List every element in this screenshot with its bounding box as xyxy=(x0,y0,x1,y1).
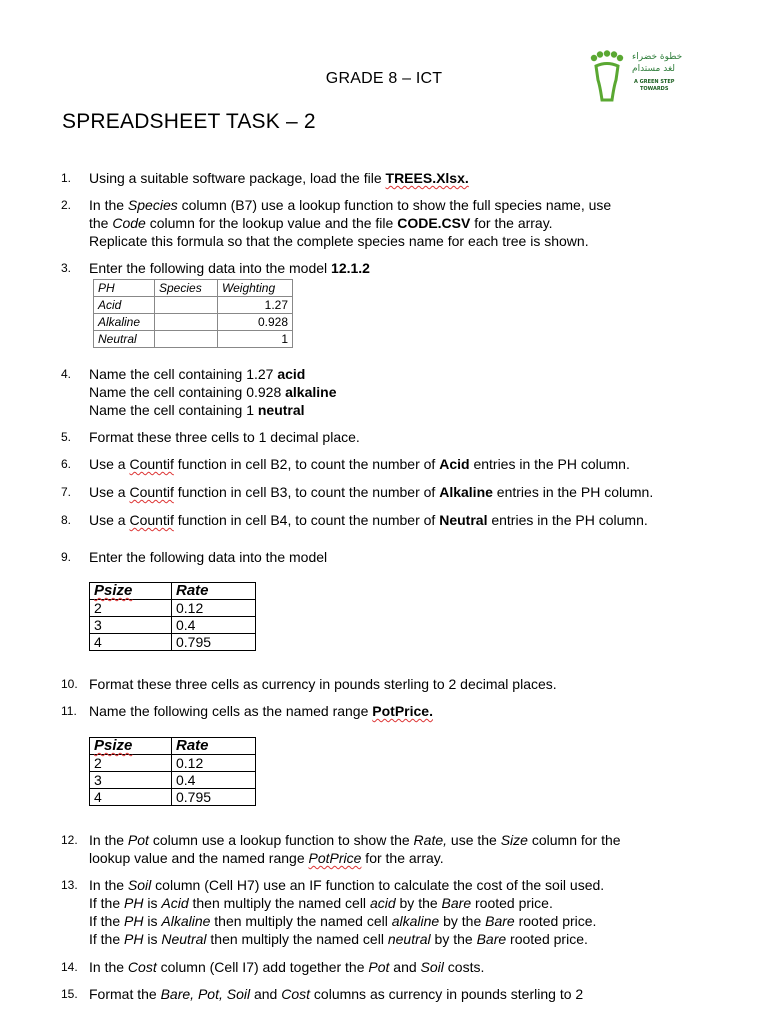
task-item-13: 13. In the Soil column (Cell H7) use an IF function to calculate the cost of the soil used. If the PH is Acid then multiply the named cell acid by the Bare rooted price. If the PH is Alkaline then multiply the named cell alkaline by the Bare rooted price. If the PH is Neutral then multiply the named cell neutral by the Bare rooted price. xyxy=(61,877,605,947)
task-item-14: 14. In the Cost column (Cell I7) add together the Pot and Soil costs. xyxy=(61,959,485,975)
task-item-9: 9. Enter the following data into the model xyxy=(61,549,328,565)
table-row: Neutral 1 xyxy=(94,331,293,348)
table-row: Acid 1.27 xyxy=(94,297,293,314)
logo-arabic-line2: لغد مستدام xyxy=(632,64,676,74)
logo-arabic-line1: خطوة خضراء xyxy=(632,52,683,62)
task-item-8: 8. Use a Countif function in cell B4, to count the number of Neutral entries in the PH column. xyxy=(61,512,648,528)
table-row: 3 0.4 xyxy=(90,617,256,634)
table-row: 3 0.4 xyxy=(90,772,256,789)
task-item-11: 11. Name the following cells as the named range PotPrice. xyxy=(61,703,433,719)
table-row: 2 0.12 xyxy=(90,755,256,772)
psize-rate-table-1 xyxy=(89,582,256,651)
table-row: Psize Rate xyxy=(90,738,256,755)
ph-table xyxy=(93,279,293,348)
task-item-10: 10. Format these three cells as currency in pounds sterling to 2 decimal places. xyxy=(61,676,557,692)
table-row: Psize Rate xyxy=(90,583,256,600)
table-row: 4 0.795 xyxy=(90,789,256,806)
task-item-1: 1. Using a suitable software package, load the file TREES.Xlsx. xyxy=(61,170,469,186)
document-title: SPREADSHEET TASK – 2 xyxy=(62,110,316,133)
psize-rate-table-2 xyxy=(89,737,256,806)
task-item-6: 6. Use a Countif function in cell B2, to count the number of Acid entries in the PH column. xyxy=(61,456,630,472)
task-item-2: 2. In the Species column (B7) use a lookup function to show the full species name, use the Code column for the lookup value and the file CODE.CSV for the array. Replicate this formula so that the complete species name for each tree is shown. xyxy=(61,197,612,249)
task-item-4: 4. Name the cell containing 1.27 acid Name the cell containing 0.928 alkaline Name the cell containing 1 neutral xyxy=(61,366,337,418)
logo-english-line1: A GREEN STEP xyxy=(634,79,675,85)
table-row: Alkaline 0.928 xyxy=(94,314,293,331)
logo-english-line2: TOWARDS xyxy=(640,86,669,92)
table-row: PH Species Weighting xyxy=(94,280,293,297)
task-item-12: 12. In the Pot column use a lookup function to show the Rate, use the Size column for the lookup value and the named range PotPrice for the array. xyxy=(61,832,621,866)
task-item-3: 3. Enter the following data into the model 12.1.2 xyxy=(61,260,370,276)
grade-header: GRADE 8 – ICT xyxy=(325,70,443,87)
task-item-5: 5. Format these three cells to 1 decimal place. xyxy=(61,429,360,445)
task-item-7: 7. Use a Countif function in cell B3, to count the number of Alkaline entries in the PH column. xyxy=(61,484,654,500)
table-row: 2 0.12 xyxy=(90,600,256,617)
table-row: 4 0.795 xyxy=(90,634,256,651)
task-item-15: 15. Format the Bare, Pot, Soil and Cost columns as currency in pounds sterling to 2 xyxy=(61,986,584,1002)
